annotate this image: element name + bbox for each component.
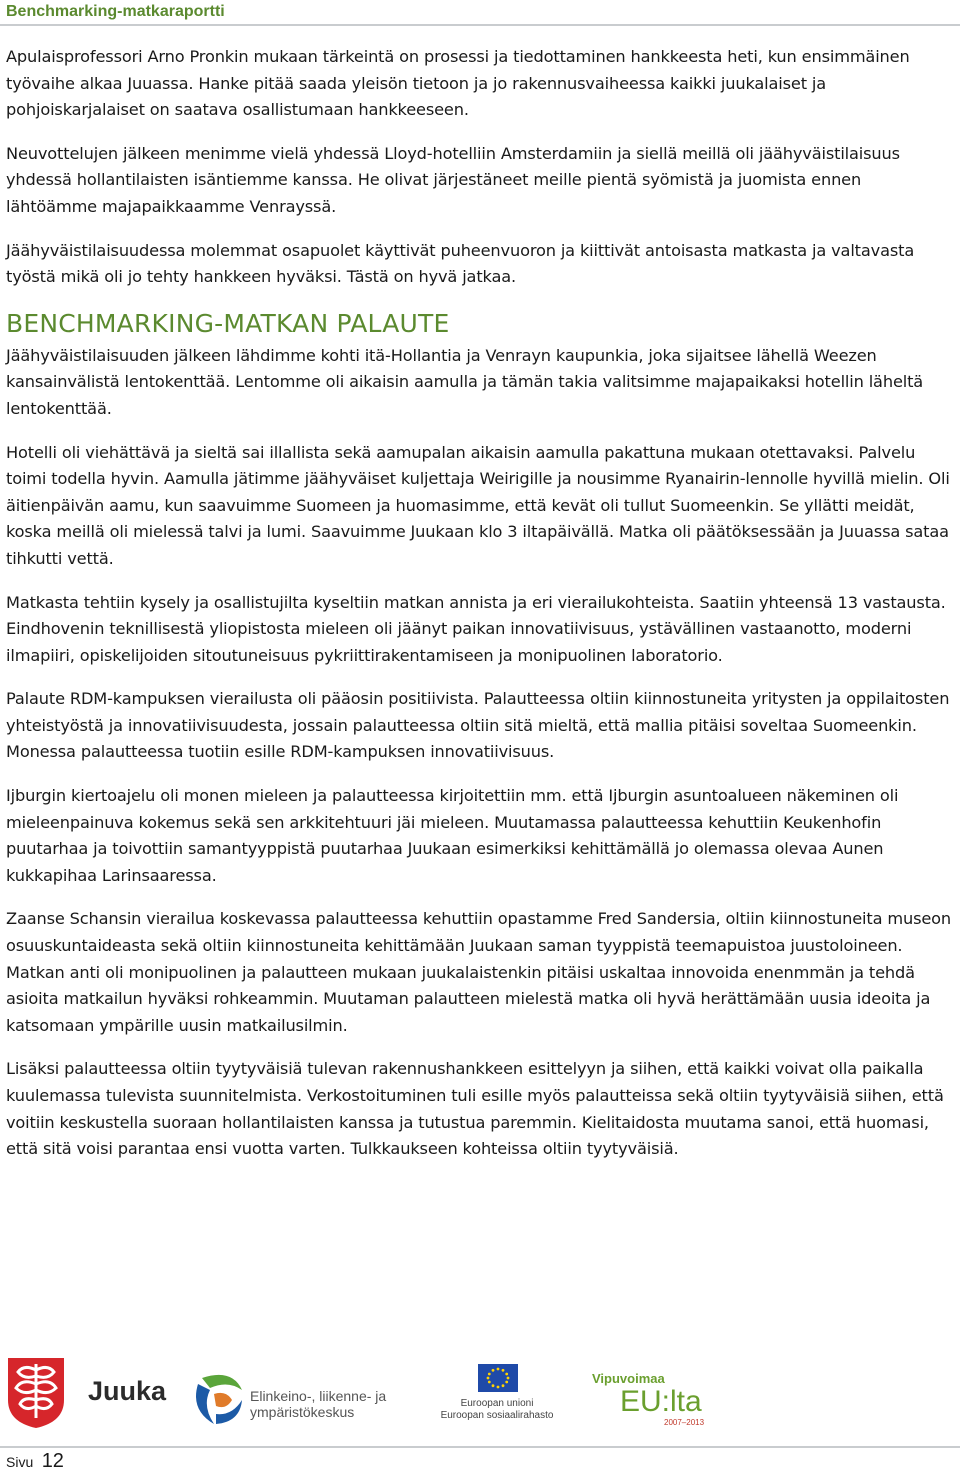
paragraph-4: Jäähyväistilaisuuden jälkeen lähdimme kohti itä-Hollantia ja Venrayn kaupunkia, joka sijaitsee lähellä Weezen kansainvälistä lentokenttää. Lentomme oli aikaisin aamulla ja tämän takia valitsimme majapaikaksi hotellin läheltä lentokenttää. (6, 345, 924, 418)
paragraph-10: Lisäksi palautteessa oltiin tyytyväisiä tulevan rakennushankkeen esittelyyn ja siihen, että kaikki voivat olla paikalla kuulemassa tulevista suunnitelmista. Verkostoituminen tuli esille myös palautteissa sekä oltiin tyytyväisiä siihen, että voitiin keskustella suoraan hollantilaisten kanssa ja tutustua paremmin. Kielitaidosta muutama sanoi, että huomasi, että sitä voisi parantaa ensi vuotta varten. Tulkkaukseen kohteissa oltiin tyytyväisiä. (6, 1059, 944, 1159)
paragraph-6: Matkasta tehtiin kysely ja osallistujilta kyseltiin matkan annista ja eri vierailukohteista. Saatiin yhteensä 13 vastausta. Eindhovenin teknillisestä yliopistosta mieleen oli jäänyt paikan innovatiivisuus, ystävällinen vastaanotto, moderni ilmapiiri, opiskelijoiden sitoutuneisuus pykriittirakentamiseen ja monipuolinen laboratorio. (6, 592, 946, 665)
document-body (6, 44, 956, 1180)
paragraph-9: Zaanse Schansin vierailua koskevassa palautteessa kehuttiin opastamme Fred Sandersia, oltiin kiinnostuneita museon osuuskuntaideasta sekä oltiin kiinnostuneita kehittämään Juukaan saman tyyppistä teemapuistoa juustoloineen. Matkan anti oli monipuolinen ja palautteen mukaan juukalaistenkin pitäisi uskaltaa innovoida enenmmän ja tehdä asioita matkailun hyväksi rohkeammin. Muutaman palautteen mielestä matka oli hyvä herättämään uusia ideoita ja katsomaan ympärille uusin matkailusilmin. (6, 909, 952, 1035)
document-title: Benchmarking-matkaraportti (6, 3, 225, 20)
ely-centre-text (250, 1388, 386, 1420)
ely-line-1: Elinkeino-, liikenne- ja (250, 1388, 387, 1404)
paragraph-5: Hotelli oli viehättävä ja sieltä sai illallista sekä aamupalan aikaisin aamulla pakattuna mukaan otettavaksi. Palvelu toimi todella hyvin. Aamulla jätimme jäähyväiset kuljettaja Weirigille ja nousimme Ryanairin-lennolle hyvillä mielin. Oli äitienpäivän aamu, kun saavuimme Suomeen ja huomasimme, että kevät oli tullut Suomeenkin. Se yllätti meidät, koska meillä oli mielessä talvi ja lumi. Saavuimme Juukaan klo 3 iltapäivällä. Matka oli päätöksessään ja Juuassa sataa tihkutti vettä. (6, 442, 950, 568)
page-number: 12 (41, 1450, 64, 1472)
ely-centre-logo-icon (192, 1370, 244, 1428)
eu-line-2: Euroopan sosiaalirahasto (440, 1410, 554, 1421)
sponsor-logos (0, 1350, 960, 1440)
eu-text (429, 1398, 565, 1422)
vipuvoimaa-logo (592, 1372, 704, 1427)
vipuvoimaa-text: Vipuvoimaa (592, 1371, 665, 1386)
juuka-coat-of-arms-icon (6, 1356, 66, 1430)
vipuvoimaa-years: 2007–2013 (664, 1418, 705, 1427)
page-label: Sivu (6, 1454, 34, 1470)
paragraph-8: Ijburgin kiertoajelu oli monen mieleen ja palautteessa kirjoitettiin mm. että Ijburgin asuntoalueen näkeminen oli mieleenpainuva kokemus sekä sen arkkitehtuuri jäi mieleen. Muutamassa palautteessa kehuttiin Keukenhofin puutarhaa ja toivottiin samantyyppistä puutarhaa Juukaan esimerkiksi kehittämällä jo olemassa olevaa Aunen kukkapihaa Larinsaaressa. (6, 786, 899, 885)
paragraph-2: Neuvottelujen jälkeen menimme vielä yhdessä Lloyd-hotelliin Amsterdamiin ja siellä meillä oli jäähyväistilaisuus yhdessä hollantilaisten isäntiemme kanssa. He olivat järjestäneet meille pientä syömistä ja juomista ennen lähtöämme majapaikkaamme Venrayssä. (6, 143, 900, 216)
juuka-text: Juuka (88, 1376, 167, 1406)
eu-flag-icon (478, 1364, 518, 1392)
paragraph-1: Apulaisprofessori Arno Pronkin mukaan tärkeintä on prosessi ja tiedottaminen hankkeesta heti, kun ensimmäinen työvaihe alkaa Juuassa. Hanke pitää saada yleisön tietoon ja jo rakennusvaiheessa kaikki juukalaiset ja pohjoiskarjalaiset on saatava osallistumaan hankkeeseen. (6, 47, 910, 120)
page-header (0, 0, 960, 24)
paragraph-3: Jäähyväistilaisuudessa molemmat osapuolet käyttivät puheenvuoron ja kiittivät antoisasta matkasta ja valtavasta työstä mikä oli jo tehty hankkeen hyväksi. Tästä on hyvä jatkaa. (6, 240, 915, 287)
juuka-wordmark (88, 1376, 166, 1407)
footer-divider (0, 1446, 960, 1448)
eu-line-1: Euroopan unioni (460, 1398, 534, 1409)
page-footer (6, 1450, 64, 1473)
paragraph-7: Palaute RDM-kampuksen vierailusta oli pääosin positiivista. Palautteessa oltiin kiinnostuneita yritysten ja oppilaitosten yhteistyöstä ja innovatiivisuudesta, jossain palautteessa oltiin sitä mieltä, että mallia pitäisi soveltaa Suomeenkin. Monessa palautteessa tuotiin esille RDM-kampuksen innovatiivisuus. (6, 689, 950, 762)
section-heading: BENCHMARKING-MATKAN PALAUTE (6, 308, 450, 338)
eu-lta-text: EU:lta (620, 1385, 702, 1418)
ely-line-2: ympäristökeskus (250, 1404, 355, 1420)
header-divider (0, 24, 960, 26)
